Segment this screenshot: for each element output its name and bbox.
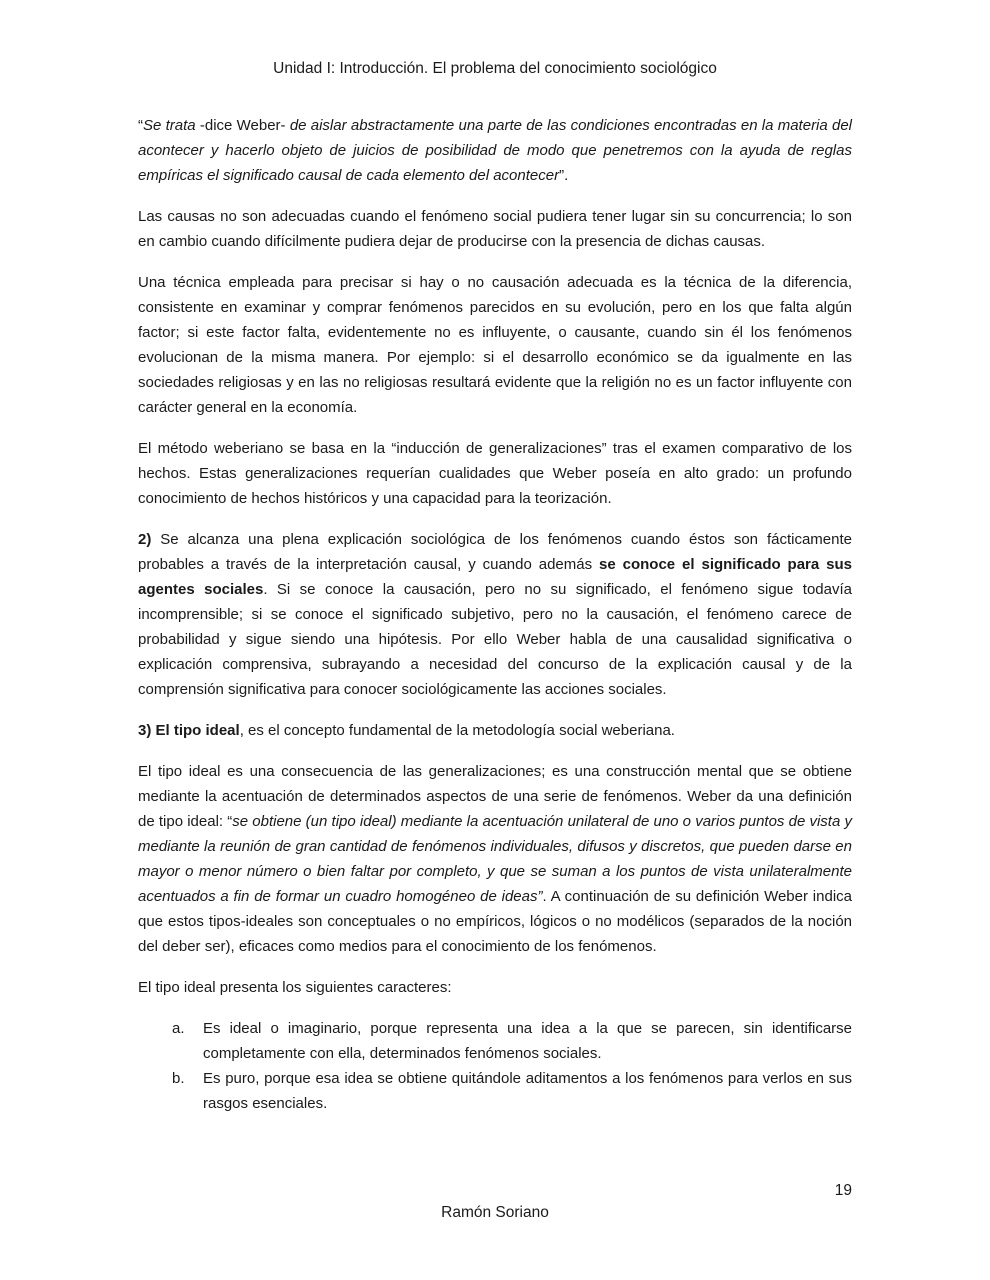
caracteres-list bbox=[138, 1016, 852, 1116]
text-segment: , es el concepto fundamental de la metodología social weberiana. bbox=[239, 722, 675, 739]
quote-attribution: -dice Weber- bbox=[195, 117, 290, 134]
paragraph-tipo-ideal-heading bbox=[138, 718, 852, 743]
text-segment: El tipo ideal es una consecuencia de las generalizaciones; es una construcción mental que se obtiene mediante la acentuación de determinados aspectos de una serie de fenómenos. Weber da una definición de tipo ideal: “ bbox=[138, 763, 852, 830]
paragraph-causas: Las causas no son adecuadas cuando el fenómeno social pudiera tener lugar sin su concurrencia; lo son en cambio cuando difícilmente pudiera dejar de producirse con la presencia de dichas causas. bbox=[138, 208, 852, 250]
weber-quote-paragraph bbox=[138, 113, 852, 188]
list-marker: b. bbox=[172, 1070, 185, 1087]
paragraph-tipo-ideal-definicion bbox=[138, 759, 852, 959]
list-item bbox=[138, 1066, 852, 1116]
text-segment: Se alcanza una plena explicación sociológica de los fenómenos cuando éstos son fácticamente probables a través de la interpretación causal, y cuando además bbox=[138, 531, 852, 573]
text-segment: . Si se conoce la causación, pero no su significado, el fenómeno sigue todavía incomprensible; si se conoce el significado subjetivo, pero no la causación, el fenómeno carece de probabilidad y sigue siendo una hipótesis. Por ello Weber habla de una causalidad significativa o explicación comprensiva, subrayando a necesidad del concurso de la explicación causal y de la comprensión significativa para conocer sociológicamente las acciones sociales. bbox=[138, 581, 852, 698]
italic-definition: se obtiene (un tipo ideal) mediante la acentuación unilateral de uno o varios puntos de vista y mediante la reunión de gran cantidad de fenómenos individuales, difusos y discretos, que pueden darse en mayor o menor número o bien faltar por completo, y que se suman a los puntos de vista unilateralmente acentuados a fin de formar un cuadro homogéneo de ideas” bbox=[138, 813, 852, 905]
paragraph-caracteres-intro: El tipo ideal presenta los siguientes caracteres: bbox=[138, 979, 452, 996]
quote-open: “ bbox=[138, 117, 143, 134]
text-segment: . A continuación de su definición Weber indica que estos tipos-ideales son conceptuales o no empíricos, lógicos o no modélicos (separados de la noción del deber ser), eficaces como medios para el conocimiento de los fenómenos. bbox=[138, 888, 853, 955]
paragraph-metodo-weberiano: El método weberiano se basa en la “inducción de generalizaciones” tras el examen comparativo de los hechos. Estas generalizaciones requerían cualidades que Weber poseía en alto grado: un profundo conocimiento de hechos históricos y una capacidad para la teorización. bbox=[138, 440, 852, 507]
quote-part-1: Se trata bbox=[143, 117, 196, 134]
section-title-tipo-ideal: 3) El tipo ideal bbox=[138, 722, 240, 739]
paragraph-explicacion-sociologica bbox=[138, 527, 852, 702]
page-number: 19 bbox=[834, 1182, 852, 1199]
list-marker: a. bbox=[172, 1020, 185, 1037]
list-item-text: Es ideal o imaginario, porque representa una idea a la que se parecen, sin identificarse completamente con ella, determinados fenómenos sociales. bbox=[203, 1020, 852, 1062]
quote-part-2: de aislar abstractamente una parte de las condiciones encontradas en la materia del acontecer y hacerlo objeto de juicios de posibilidad de modo que penetremos con la ayuda de reglas empíricas el significado causal de cada elemento del acontecer bbox=[138, 117, 853, 184]
page-footer-author: Ramón Soriano bbox=[441, 1204, 549, 1221]
page-header: Unidad I: Introducción. El problema del conocimiento sociológico bbox=[273, 60, 717, 77]
page-body bbox=[138, 113, 852, 1116]
paragraph-tecnica-diferencia: Una técnica empleada para precisar si hay o no causación adecuada es la técnica de la diferencia, consistente en examinar y comprar fenómenos parecidos en su evolución, pero en los que falta algún factor; si este factor falta, evidentemente no es influyente, o causante, cuando sin él los fenómenos evolucionan de la misma manera. Por ejemplo: si el desarrollo económico se da igualmente en las sociedades religiosas y en las no religiosas resultará evidente que la religión no es un factor influyente con carácter general en la economía. bbox=[138, 274, 852, 416]
quote-close: ”. bbox=[559, 167, 569, 184]
bold-significado: se conoce el significado para sus agentes sociales bbox=[138, 556, 852, 598]
list-item bbox=[138, 1016, 852, 1066]
list-item-text: Es puro, porque esa idea se obtiene quitándole aditamentos a los fenómenos para verlos en sus rasgos esenciales. bbox=[203, 1070, 852, 1112]
section-number-2: 2) bbox=[138, 531, 152, 548]
